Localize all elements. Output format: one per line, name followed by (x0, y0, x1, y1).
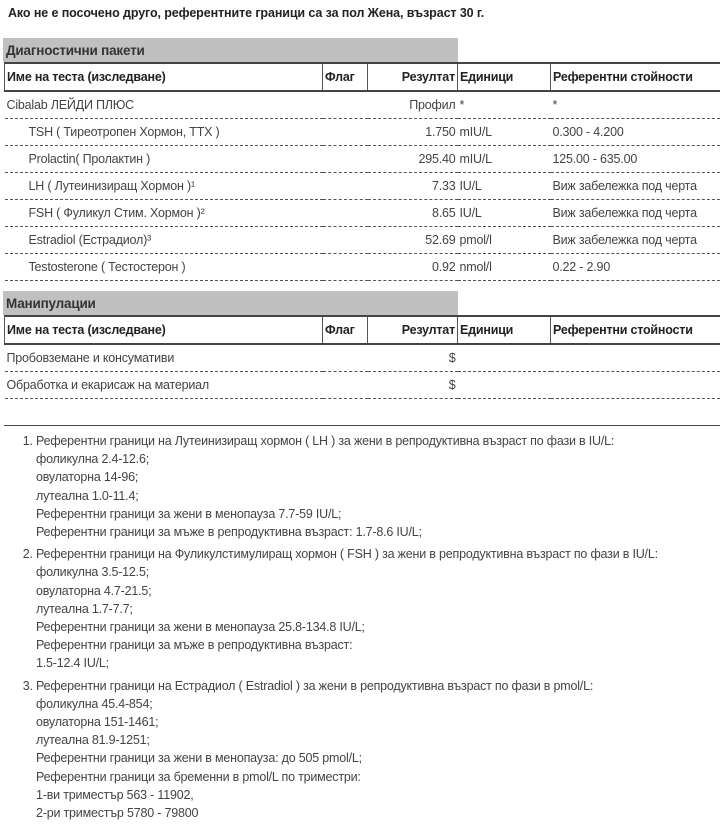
footnote-line: лутеална 1.0-11.4; (36, 487, 720, 505)
manipulation-result: $ (368, 372, 458, 399)
manipulation-name: Пробовземане и консумативи (5, 344, 323, 372)
manipulation-name: Обработка и екарисаж на материал (5, 372, 323, 399)
footnote-line: 2. Референтни граници на Фуликулстимулиращ хормон ( FSH ) за жени в репродуктивна възраст по фази в IU/L: (36, 545, 720, 563)
column-header-units: Единици (458, 63, 551, 91)
manipulations-table (4, 315, 720, 399)
section-title-manipulations: Манипулации (3, 291, 458, 315)
footnote-line: овулаторна 4.7-21.5; (36, 582, 720, 600)
test-result: 7.33 (368, 173, 458, 200)
test-name: LH ( Лутеинизиращ Хормон )¹ (5, 173, 323, 200)
table-row (5, 119, 720, 146)
test-name: Testosterone ( Тестостерон ) (5, 254, 323, 281)
test-reference: 0.300 - 4.200 (551, 119, 720, 146)
manipulations-section (0, 291, 720, 399)
footnote-line: 2-ри триместър 5780 - 79800 (36, 804, 720, 822)
footnote-line: фоликулна 2.4-12.6; (36, 450, 720, 468)
test-result: Профил (368, 91, 458, 119)
section-title-diagnostic: Диагностични пакети (3, 38, 458, 62)
test-reference: Виж забележка под черта (551, 173, 720, 200)
footnote-line: 1.5-12.4 IU/L; (36, 654, 720, 672)
diagnostic-packages-section (0, 38, 720, 281)
test-reference: 0.22 - 2.90 (551, 254, 720, 281)
column-header-reference: Референтни стойности (551, 63, 720, 91)
manipulation-reference (551, 344, 720, 372)
column-header-name: Име на теста (изследване) (5, 316, 323, 344)
test-name: Estradiol (Естрадиол)³ (5, 227, 323, 254)
test-result: 0.92 (368, 254, 458, 281)
footnote-line: лутеална 81.9-1251; (36, 731, 720, 749)
footnote-fsh (36, 545, 720, 672)
test-flag (323, 119, 368, 146)
test-result: 295.40 (368, 146, 458, 173)
footnotes-list (0, 432, 720, 826)
reference-notice: Ако не е посочено друго, референтните граници са за пол Жена, възраст 30 г. (8, 6, 484, 20)
table-row (5, 173, 720, 200)
table-header-row (5, 316, 720, 344)
diagnostic-results-table (4, 62, 720, 281)
test-flag (323, 254, 368, 281)
column-header-result: Резултат (368, 316, 458, 344)
table-row (5, 146, 720, 173)
footnote-line: 3. Референтни граници на Естрадиол ( Estradiol ) за жени в репродуктивна възраст по фази в pmol/L: (36, 677, 720, 695)
test-units: nmol/l (458, 254, 551, 281)
footnote-line: овулаторна 151-1461; (36, 713, 720, 731)
test-units: IU/L (458, 173, 551, 200)
column-header-flag: Флаг (323, 63, 368, 91)
manipulation-units (458, 344, 551, 372)
footnote-line: Референтни граници за мъже в репродуктивна възраст: 1.7-8.6 IU/L; (36, 523, 720, 541)
test-flag (323, 200, 368, 227)
test-name: TSH ( Тиреотропен Хормон, ТТХ ) (5, 119, 323, 146)
table-row (5, 200, 720, 227)
footnote-line: овулаторна 14-96; (36, 468, 720, 486)
column-header-result: Резултат (368, 63, 458, 91)
footnote-line: Референтни граници за жени в менопауза: до 505 pmol/L; (36, 749, 720, 767)
footnote-line: 1-ви триместър 563 - 11902, (36, 786, 720, 804)
test-reference: Виж забележка под черта (551, 200, 720, 227)
footnote-line: Референтни граници за бременни в pmol/L по триместри: (36, 768, 720, 786)
test-flag (323, 173, 368, 200)
footnote-estradiol (36, 677, 720, 823)
test-flag (323, 227, 368, 254)
test-name: Prolactin( Пролактин ) (5, 146, 323, 173)
test-result: 8.65 (368, 200, 458, 227)
test-name: Cibalab ЛЕЙДИ ПЛЮС (5, 91, 323, 119)
footnotes-divider (4, 425, 720, 426)
footnote-line: 1. Референтни граници на Лутеинизиращ хормон ( LH ) за жени в репродуктивна възраст по фази в IU/L: (36, 432, 720, 450)
test-units: pmol/l (458, 227, 551, 254)
table-row (5, 344, 720, 372)
manipulation-reference (551, 372, 720, 399)
table-row (5, 227, 720, 254)
footnote-line: лутеална 1.7-7.7; (36, 600, 720, 618)
manipulation-flag (323, 344, 368, 372)
table-row-package (5, 91, 720, 119)
test-reference: 125.00 - 635.00 (551, 146, 720, 173)
column-header-units: Единици (458, 316, 551, 344)
footnote-lh (36, 432, 720, 541)
test-units: mIU/L (458, 119, 551, 146)
test-units: mIU/L (458, 146, 551, 173)
test-name: FSH ( Фуликул Стим. Хормон )² (5, 200, 323, 227)
table-row (5, 372, 720, 399)
table-row (5, 254, 720, 281)
test-units: * (458, 91, 551, 119)
test-flag (323, 146, 368, 173)
column-header-name: Име на теста (изследване) (5, 63, 323, 91)
footnote-line: Референтни граници за мъже в репродуктивна възраст: (36, 636, 720, 654)
footnote-line: фоликулна 3.5-12.5; (36, 563, 720, 581)
column-header-reference: Референтни стойности (551, 316, 720, 344)
test-flag (323, 91, 368, 119)
footnote-line: Референтни граници за жени в менопауза 7.7-59 IU/L; (36, 505, 720, 523)
column-header-flag: Флаг (323, 316, 368, 344)
test-reference: Виж забележка под черта (551, 227, 720, 254)
footnote-line: Референтни граници за жени в менопауза 25.8-134.8 IU/L; (36, 618, 720, 636)
manipulation-units (458, 372, 551, 399)
manipulation-result: $ (368, 344, 458, 372)
test-result: 52.69 (368, 227, 458, 254)
test-result: 1.750 (368, 119, 458, 146)
table-header-row (5, 63, 720, 91)
test-reference: * (551, 91, 720, 119)
manipulation-flag (323, 372, 368, 399)
footnote-line: фоликулна 45.4-854; (36, 695, 720, 713)
test-units: IU/L (458, 200, 551, 227)
